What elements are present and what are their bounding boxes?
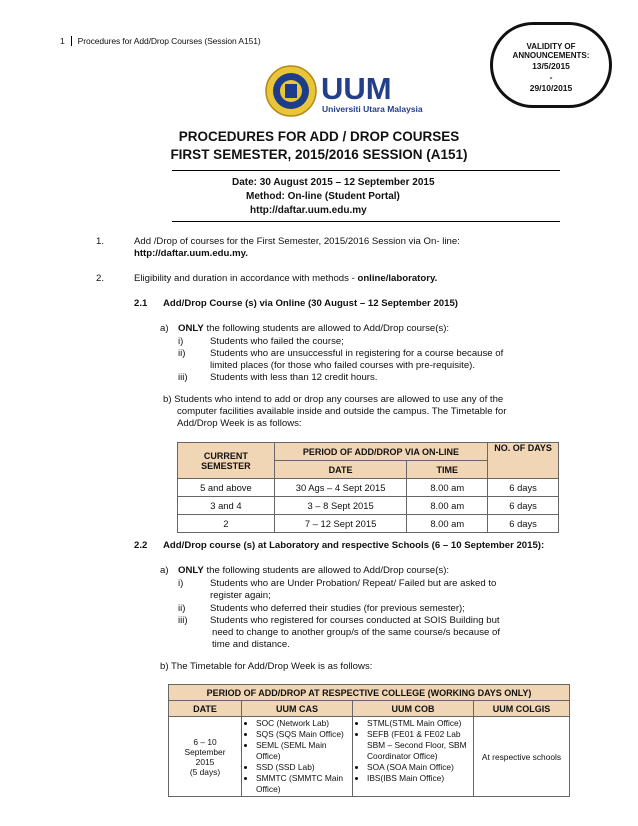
col-uum-cas: UUM CAS	[242, 701, 353, 717]
s22-sub-ii-text: Students who deferred their studies (for previous semester);	[210, 603, 465, 614]
item-1-link[interactable]: http://daftar.uum.edu.my.	[134, 248, 248, 259]
validity-stamp	[490, 22, 612, 108]
col-days: NO. OF DAYS	[488, 443, 559, 479]
item-1-number: 1.	[96, 236, 105, 247]
table-row	[169, 717, 570, 797]
section-2-1-number: 2.1	[134, 298, 148, 309]
stamp-from: 13/5/2015	[532, 61, 570, 71]
cell-date: 6 – 10 September 2015 (5 days)	[169, 717, 242, 797]
col-current-semester: CURRENT SEMESTER	[178, 443, 275, 479]
uum-logo	[265, 64, 445, 120]
cell-date: 30 Ags – 4 Sept 2015	[274, 479, 407, 497]
uum-crest-icon	[265, 64, 445, 120]
info-url[interactable]: http://daftar.uum.edu.my	[250, 205, 367, 216]
col-uum-cob: UUM COB	[353, 701, 474, 717]
s22-a-label: a)	[160, 565, 169, 576]
s21-sub-iii-num: iii)	[178, 372, 188, 383]
s21-sub-ii-text-2: limited places (for those who failed courses with pre-requisite).	[210, 360, 476, 371]
cell-colgis: At respective schools	[474, 717, 570, 797]
col-date: DATE	[274, 461, 407, 479]
s21-a-label: a)	[160, 323, 169, 334]
running-header	[60, 36, 261, 46]
cell-semester: 2	[178, 515, 275, 533]
list-item: • SOA (SOA Main Office)	[367, 762, 470, 773]
svg-text:Universiti Utara Malaysia: Universiti Utara Malaysia	[322, 104, 423, 114]
cell-time: 8.00 am	[407, 497, 488, 515]
table-row	[178, 515, 559, 533]
svg-text:UUM: UUM	[321, 71, 392, 106]
col-period: PERIOD OF ADD/DROP VIA ON-LINE	[274, 443, 487, 461]
section-2-2-number: 2.2	[134, 540, 148, 551]
list-item: • SOC (Network Lab)	[256, 718, 349, 729]
list-item: • SMMTC (SMMTC Main Office)	[256, 773, 349, 795]
s21-a-text: ONLY the following students are allowed to Add/Drop course(s):	[178, 323, 450, 334]
info-method: Method: On-line (Student Portal)	[246, 191, 400, 202]
stamp-label: VALIDITY OF ANNOUNCEMENTS:	[512, 42, 590, 60]
s22-sub-ii-num: ii)	[178, 603, 186, 614]
s22-sub-iii-text: Students who registered for courses conducted at SOIS Building but	[210, 615, 500, 626]
s21-b-line2: computer facilities available inside and outside the campus. The Timetable for	[177, 406, 507, 417]
college-table-title: PERIOD OF ADD/DROP AT RESPECTIVE COLLEGE (WORKING DAYS ONLY)	[169, 685, 570, 701]
table-row	[178, 479, 559, 497]
item-1-text: Add /Drop of courses for the First Semester, 2015/2016 Session via On- line:	[134, 236, 460, 247]
col-uum-colgis: UUM COLGIS	[474, 701, 570, 717]
section-2-1-heading: Add/Drop Course (s) via Online (30 August – 12 September 2015)	[163, 298, 458, 309]
cell-date: 3 – 8 Sept 2015	[274, 497, 407, 515]
list-item: • STML(STML Main Office)	[367, 718, 470, 729]
s22-sub-iii-text-2: need to change to another group/s of the same course/s because of	[212, 627, 501, 638]
col-time: TIME	[407, 461, 488, 479]
cell-days: 6 days	[488, 515, 559, 533]
cell-cas-list	[242, 717, 353, 797]
cell-semester: 5 and above	[178, 479, 275, 497]
list-item: • SEFB (FE01 & FE02 Lab SBM – Second Floor, SBM Coordinator Office)	[367, 729, 470, 762]
s22-sub-i-num: i)	[178, 578, 184, 589]
s22-sub-i-text: Students who are Under Probation/ Repeat/ Failed but are asked to	[210, 578, 497, 589]
item-2-number: 2.	[96, 273, 105, 284]
list-item: • SSD (SSD Lab)	[256, 762, 349, 773]
s21-sub-iii-text: Students with less than 12 credit hours.	[210, 372, 378, 383]
s21-sub-ii-num: ii)	[178, 348, 186, 359]
s21-b-line3: Add/Drop Week is as follows:	[177, 418, 302, 429]
cell-date: 7 – 12 Sept 2015	[274, 515, 407, 533]
s21-sub-ii-text: Students who are unsuccessful in registering for a course because of	[210, 348, 504, 359]
s22-sub-iii-text-3: time and distance.	[212, 639, 290, 650]
s21-b-line1: b) Students who intend to add or drop any courses are allowed to use any of the	[163, 394, 504, 405]
stamp-sep: -	[549, 72, 553, 82]
list-item: • SQS (SQS Main Office)	[256, 729, 349, 740]
info-date: Date: 30 August 2015 – 12 September 2015	[232, 177, 435, 188]
cell-time: 8.00 am	[407, 479, 488, 497]
s22-sub-i-text-2: register again;	[210, 590, 271, 601]
list-item: • SEML (SEML Main Office)	[256, 740, 349, 762]
divider-bottom	[172, 221, 560, 222]
col-date: DATE	[169, 701, 242, 717]
page-number: 1	[60, 36, 72, 46]
header-text: Procedures for Add/Drop Courses (Session A151)	[77, 36, 261, 46]
s22-b-text: b) The Timetable for Add/Drop Week is as follows:	[160, 661, 373, 672]
cell-days: 6 days	[488, 479, 559, 497]
s22-sub-iii-num: iii)	[178, 615, 188, 626]
s22-a-text: ONLY the following students are allowed to Add/Drop course(s):	[178, 565, 450, 576]
college-timetable	[168, 684, 570, 797]
divider-top	[172, 170, 560, 171]
cell-time: 8.00 am	[407, 515, 488, 533]
item-2-text: Eligibility and duration in accordance with methods - online/laboratory.	[134, 273, 438, 284]
cell-days: 6 days	[488, 497, 559, 515]
cell-semester: 3 and 4	[178, 497, 275, 515]
table-row	[178, 497, 559, 515]
cell-cob-list	[353, 717, 474, 797]
doc-title-line2: FIRST SEMESTER, 2015/2016 SESSION (A151)	[170, 147, 468, 162]
s21-sub-i-text: Students who failed the course;	[210, 336, 344, 347]
doc-title-line1: PROCEDURES FOR ADD / DROP COURSES	[178, 129, 460, 144]
list-item: • IBS(IBS Main Office)	[367, 773, 470, 784]
s21-sub-i-num: i)	[178, 336, 184, 347]
section-2-2-heading: Add/Drop course (s) at Laboratory and respective Schools (6 – 10 September 2015):	[163, 540, 545, 551]
online-timetable	[177, 442, 559, 533]
stamp-to: 29/10/2015	[529, 83, 573, 93]
